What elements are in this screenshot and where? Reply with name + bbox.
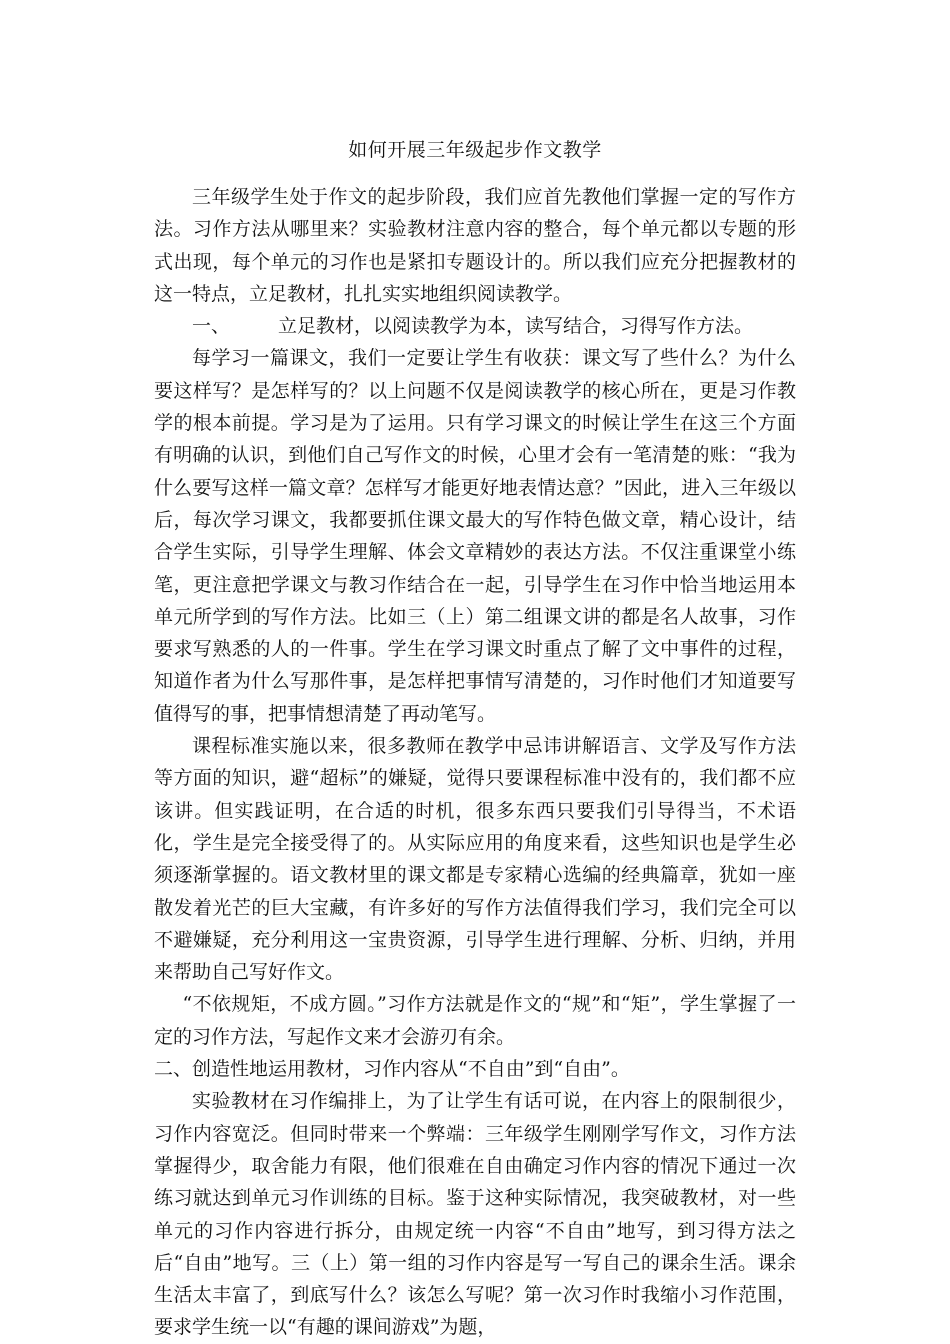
document-title: 如何开展三年级起步作文教学 <box>348 139 602 161</box>
section-heading-2: 二、创造性地运用教材，习作内容从“不自由”到“自由”。 <box>154 1058 630 1081</box>
section-heading-1-number: 一、 <box>192 315 231 338</box>
paragraph-intro: 三年级学生处于作文的起步阶段，我们应首先教他们掌握一定的写作方法。习作方法从哪里来？实验教材注意内容的整合，每个单元都以专题的形式出现，每个单元的习作也是紧扣专题设计的。所以我们应充分把握教材的这一特点，立足教材，扎扎实实地组织阅读教学。 <box>154 186 796 305</box>
paragraph-rules-quote: “不依规矩，不成方圆。”习作方法就是作文的“规”和“矩”，学生掌握了一定的习作方法，写起作文来才会游刃有余。 <box>154 993 796 1048</box>
document-body <box>154 181 796 1344</box>
paragraph-textbook-arrangement: 实验教材在习作编排上，为了让学生有话可说，在内容上的限制很少，习作内容宽泛。但同时带来一个弊端：三年级学生刚刚学写作文，习作方法掌握得少，取舍能力有限，他们很难在自由确定习作内容的情况下通过一次练习就达到单元习作训练的目标。鉴于这种实际情况，我突破教材，对一些单元的习作内容进行拆分，由规定统一内容“不自由”地写，到习得方法之后“自由”地写。三（上）第一组的习作内容是写一写自己的课余生活。课余生活太丰富了，到底写什么？该怎么写呢？第一次习作时我缩小习作范围，要求学生统一以“有趣的课间游戏”为题， <box>154 1090 796 1339</box>
section-heading-1-text: 立足教材，以阅读教学为本，读写结合，习得写作方法。 <box>278 315 754 338</box>
paragraph-reading-method: 每学习一篇课文，我们一定要让学生有收获：课文写了些什么？为什么要这样写？是怎样写的？以上问题不仅是阅读教学的核心所在，更是习作教学的根本前提。学习是为了运用。只有学习课文的时候让学生在这三个方面有明确的认识，到他们自己写作文的时候，心里才会有一笔清楚的账：“我为什么要写这样一篇文章？怎样写才能更好地表情达意？”因此，进入三年级以后，每次学习课文，我都要抓住课文最大的写作特色做文章，精心设计，结合学生实际，引导学生理解、体会文章精妙的表达方法。不仅注重课堂小练笔，更注意把学课文与教习作结合在一起，引导学生在习作中恰当地运用本单元所学到的写作方法。比如三（上）第二组课文讲的都是名人故事，习作要求写熟悉的人的一件事。学生在学习课文时重点了解了文中事件的过程，知道作者为什么写那件事，是怎样把事情写清楚的，习作时他们才知道要写值得写的事，把事情想清楚了再动笔写。 <box>154 347 796 725</box>
section-heading-1 <box>154 310 796 342</box>
paragraph-curriculum-standard: 课程标准实施以来，很多教师在教学中忌讳讲解语言、文学及写作方法等方面的知识，避“超标”的嫌疑，觉得只要课程标准中没有的，我们都不应该讲。但实践证明，在合适的时机，很多东西只要我们引导得当，不术语化，学生是完全接受得了的。从实际应用的角度来看，这些知识也是学生必须逐渐掌握的。语文教材里的课文都是专家精心选编的经典篇章，犹如一座散发着光芒的巨大宝藏，有许多好的写作方法值得我们学习，我们完全可以不避嫌疑，充分利用这一宝贵资源，引导学生进行理解、分析、归纳，并用来帮助自己写好作文。 <box>154 735 796 984</box>
